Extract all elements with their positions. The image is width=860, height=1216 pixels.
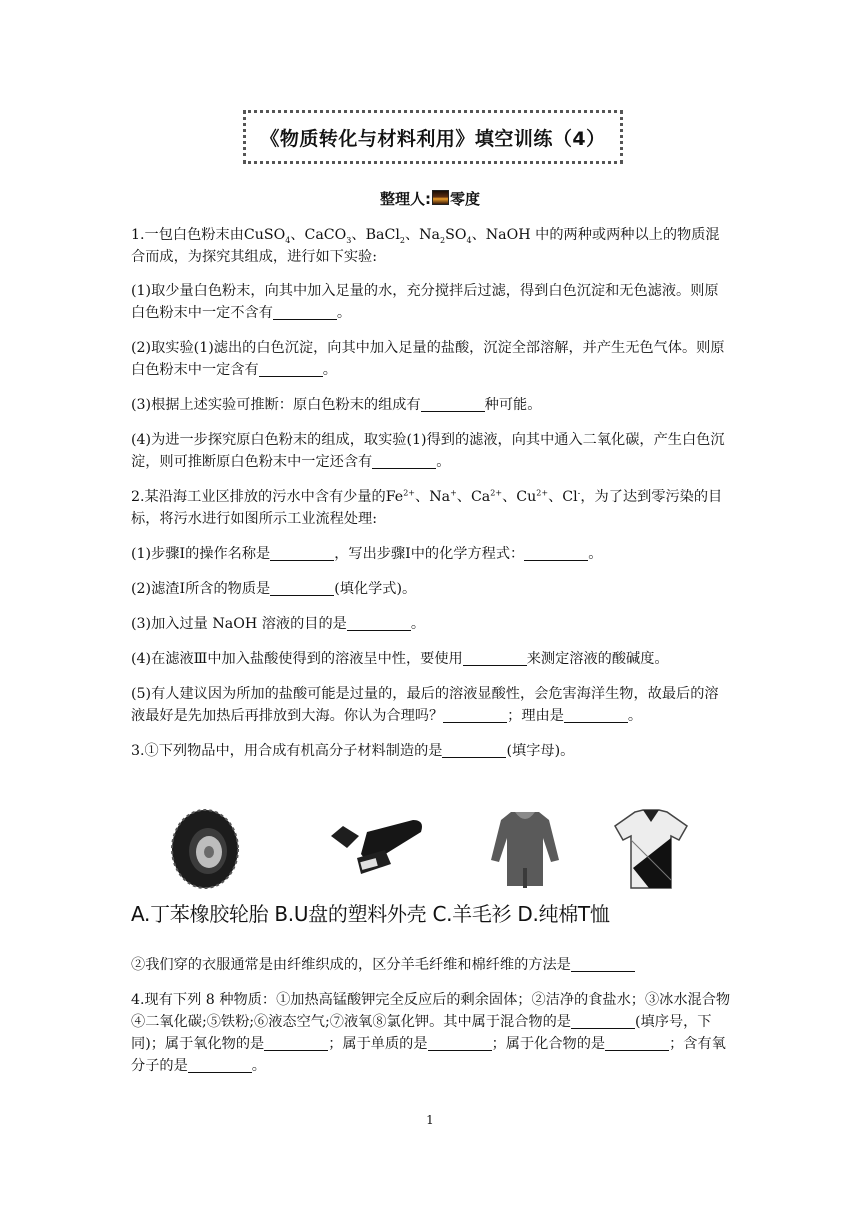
- caption-c: C.羊毛衫: [432, 902, 512, 926]
- answer-blank[interactable]: [270, 545, 334, 561]
- q1-part4: (4)为进一步探究原白色粉末的组成，取实验(1)得到的滤液，向其中通入二氧化碳，产生白色沉淀，则可推断原白色粉末中一定还含有 。: [131, 432, 725, 470]
- q1-part1: (1)取少量白色粉末，向其中加入足量的水，充分搅拌后过滤，得到白色沉淀和无色滤液。则原白色粉末中一定不含有 。: [131, 283, 719, 321]
- q3-intro: 3.①下列物品中，用合成有机高分子材料制造的是 (填字母)。: [131, 743, 575, 759]
- page-number: 1: [426, 1113, 434, 1127]
- tshirt-icon: [611, 808, 691, 890]
- answer-blank[interactable]: [564, 707, 628, 723]
- sunset-icon: [432, 190, 449, 205]
- caption-a: A.丁苯橡胶轮胎: [131, 902, 269, 926]
- image-captions: [131, 898, 731, 927]
- content-lower: [131, 954, 731, 1077]
- q2-part2: (2)滤渣Ⅰ所含的物质是 (填化学式)。: [131, 581, 417, 597]
- q2-part5: (5)有人建议因为所加的盐酸可能是过量的，最后的溶液显酸性，会危害海洋生物，故最后的溶液最好是先加热后再排放到大海。你认为合理吗？ ；理由是 。: [131, 686, 719, 724]
- answer-blank[interactable]: [259, 361, 323, 377]
- q1-intro: 1.一包白色粉末由CuSO$_4$、CaCO$_3$、BaCl$_2$、$Na_2SO_4$、NaOH 中的两种或两种以上的物质混合而成，为探究其组成，进行如下实验:: [131, 227, 720, 265]
- caption-d: D.纯棉T恤: [517, 902, 610, 926]
- q1-part3: (3)根据上述实验可推断：原白色粉末的组成有 种可能。: [131, 397, 542, 413]
- author-name: 零度: [449, 190, 480, 208]
- caption-b: B.U盘的塑料外壳: [274, 902, 427, 926]
- q3-part2: ②我们穿的衣服通常是由纤维织成的，区分羊毛纤维和棉纤维的方法是: [131, 954, 731, 976]
- answer-blank[interactable]: [347, 615, 411, 631]
- q1-part2: (2)取实验(1)滤出的白色沉淀，向其中加入足量的盐酸，沉淀全部溶解，并产生无色气体。则原白色粉末中一定含有 。: [131, 340, 725, 378]
- answer-blank[interactable]: [571, 956, 635, 972]
- answer-blank[interactable]: [372, 453, 436, 469]
- answer-blank[interactable]: [605, 1035, 669, 1051]
- answer-blank[interactable]: [571, 1013, 635, 1029]
- usb-drive-icon: [321, 814, 429, 882]
- answer-blank[interactable]: [273, 304, 337, 320]
- q2-part1: (1)步骤Ⅰ的操作名称是 ，写出步骤Ⅰ中的化学方程式： 。: [131, 546, 603, 562]
- q2-intro: 2.某沿海工业区排放的污水中含有少量的$Fe^{2+}$、Na+、$Ca^{2+}$、$Cu^{2+}$、Cl-，为了达到零污染的目标，将污水进行如图所示工业流程处理:: [131, 488, 723, 527]
- answer-blank[interactable]: [443, 707, 507, 723]
- answer-blank[interactable]: [463, 650, 527, 666]
- sweater-icon: [489, 808, 561, 890]
- content: [131, 224, 731, 762]
- answer-blank[interactable]: [428, 1035, 492, 1051]
- title-box: [243, 110, 623, 164]
- answer-blank[interactable]: [524, 545, 588, 561]
- author-prefix: 整理人:: [379, 190, 431, 208]
- answer-blank[interactable]: [264, 1035, 328, 1051]
- page-title: 《物质转化与材料利用》填空训练（4）: [260, 127, 606, 150]
- answer-blank[interactable]: [442, 742, 506, 758]
- q2-part4: (4)在滤液Ⅲ中加入盐酸使得到的溶液呈中性，要使用 来测定溶液的酸碱度。: [131, 651, 669, 667]
- author-line: [0, 188, 860, 209]
- tire-icon: [165, 808, 245, 890]
- q4-text: 4.现有下列 8 种物质：①加热高锰酸钾完全反应后的剩余固体；②洁净的食盐水；③冰水混合物④二氧化碳;⑤铁粉;⑥液态空气;⑦液氧⑧氯化钾。其中属于混合物的是 (填序号，下同)；属于氧化物的是 ；属于单质的是 ；属于化合物的是 ；含有氧分子的是 。: [131, 992, 731, 1074]
- answer-blank[interactable]: [270, 580, 334, 596]
- answer-blank[interactable]: [421, 396, 485, 412]
- q2-part3: (3)加入过量 NaOH 溶液的目的是 。: [131, 616, 426, 632]
- answer-blank[interactable]: [188, 1057, 252, 1073]
